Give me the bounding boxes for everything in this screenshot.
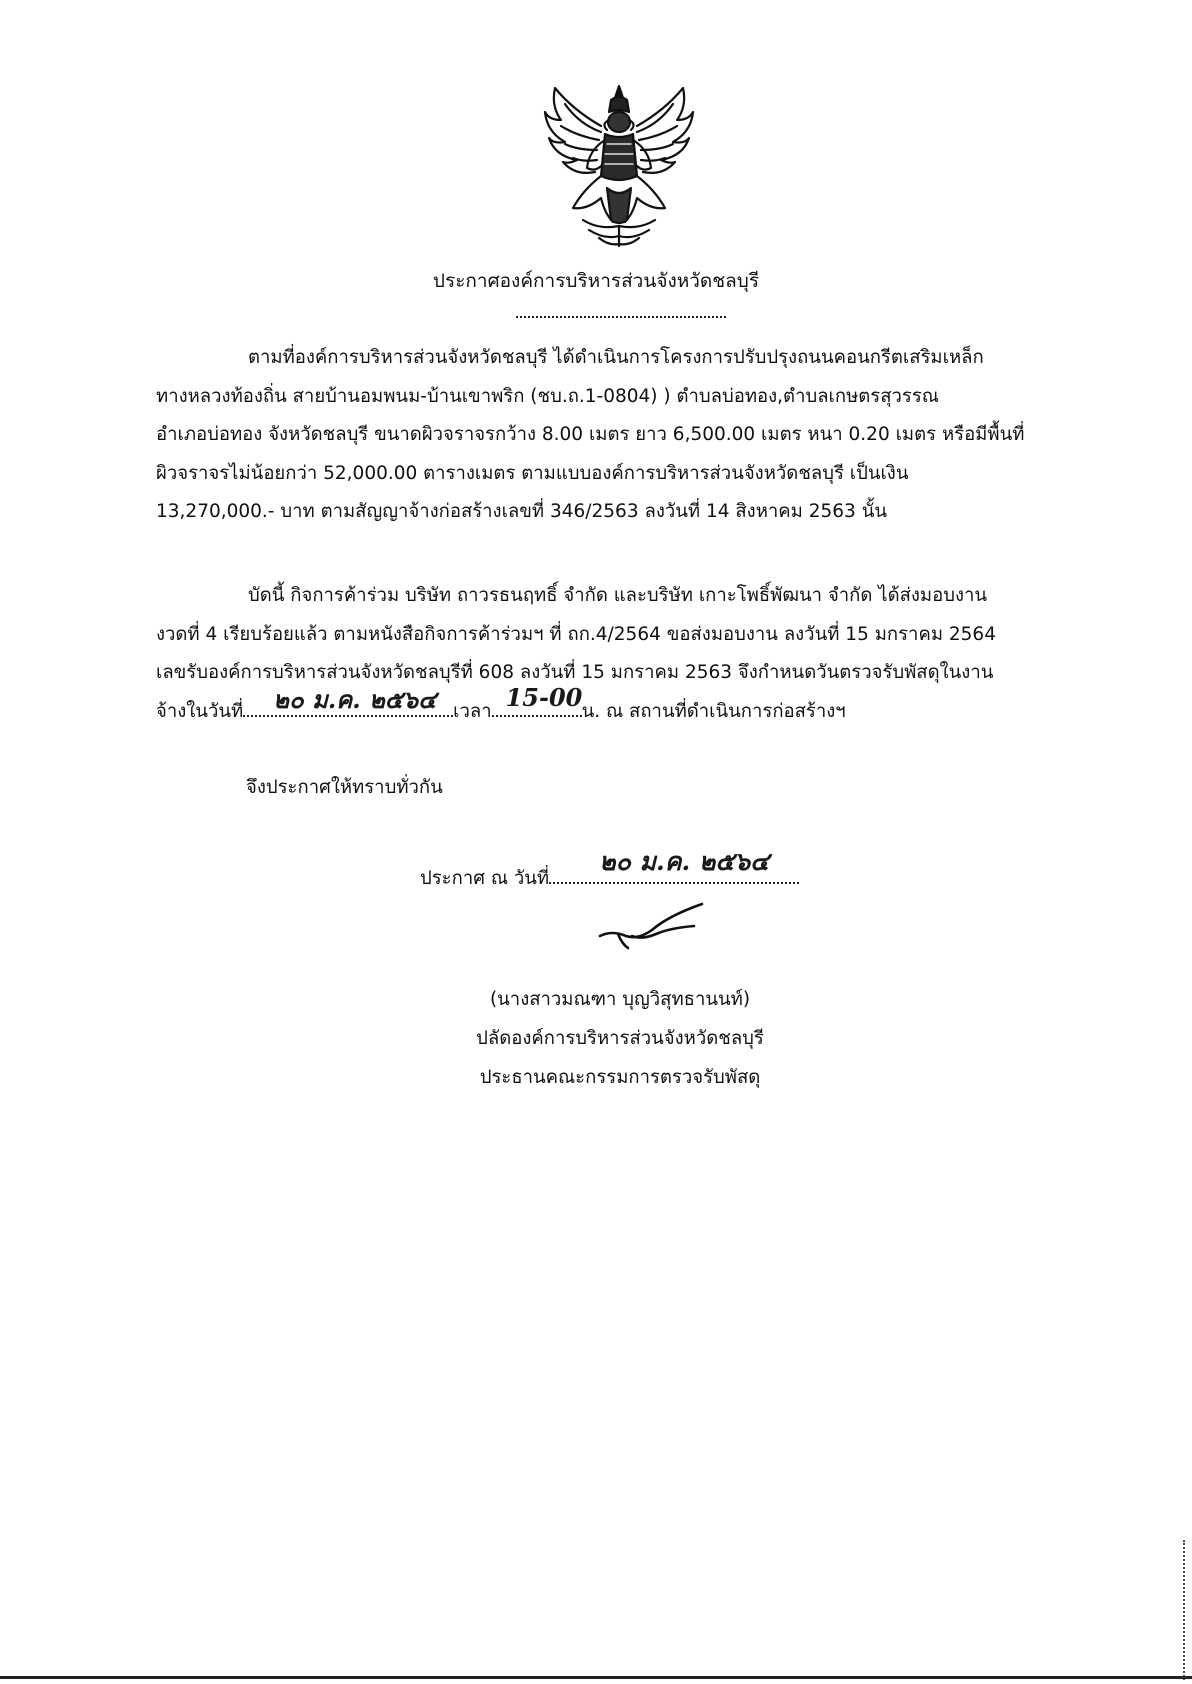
signatory-committee-role: ประธานคณะกรรมการตรวจรับพัสดุ [479,1067,761,1088]
announce-date-field [549,847,799,884]
announce-date-line [420,847,799,893]
inspection-line [156,682,1080,732]
signatory-position: ปลัดองค์การบริหารส่วนจังหวัดชลบุรี [476,1028,764,1049]
paragraph-line: งวดที่ 4 เรียบร้อยแล้ว ตามหนังสือกิจการค้าร่วมฯ ที่ ถก.4/2564 ขอส่งมอบงาน ลงวันที่ 15 มกราคม 2564 [156,623,996,645]
inspection-time-label: เวลา [453,700,492,722]
paragraph-line: เลขรับองค์การบริหารส่วนจังหวัดชลบุรีที่ 608 ลงวันที่ 15 มกราคม 2563 จึงกำหนดวันตรวจรับพัสดุในงาน [156,662,994,683]
paragraph-line: 13,270,000.- บาท ตามสัญญาจ้างก่อสร้างเลขที่ 346/2563 ลงวันที่ 14 สิงหาคม 2563 นั้น [156,501,887,522]
inspection-date-handwritten: ๒๐ ม.ค. ๒๕๖๔ [273,684,437,714]
paragraph-line: ตามที่องค์การบริหารส่วนจังหวัดชลบุรี ได้ดำเนินการโครงการปรับปรุงถนนคอนกรีตเสริมเหล็ก [248,347,984,368]
inspection-time-field [492,682,583,717]
scan-edge-mark [1183,1540,1185,1680]
inspection-time-handwritten: 15-00 [505,682,583,712]
garuda-emblem-icon [543,80,695,248]
scan-bottom-edge [0,1676,1192,1679]
inspection-prefix: จ้างในวันที่ [156,700,244,722]
title-divider [516,316,726,318]
paragraph-line: ผิวจราจรไม่น้อยกว่า 52,000.00 ตารางเมตร ตามแบบองค์การบริหารส่วนจังหวัดชลบุรี เป็นเงิน [156,462,909,484]
signature-icon [598,900,708,952]
paragraph-line: ทางหลวงท้องถิ่น สายบ้านอมพนม-บ้านเขาพริก (ชบ.ถ.1-0804) ) ตำบลบ่อทอง,ตำบลเกษตรสุวรรณ [156,385,939,407]
inspection-suffix: น. ณ สถานที่ดำเนินการก่อสร้างฯ [581,700,846,722]
document-title: ประกาศองค์การบริหารส่วนจังหวัดชลบุรี [432,270,760,292]
announce-date-handwritten: ๒๐ ม.ค. ๒๕๖๔ [599,847,770,876]
inspection-date-field [243,684,453,717]
paragraph-line: อำเภอบ่อทอง จังหวัดชลบุรี ขนาดผิวจราจรกว้าง 8.00 เมตร ยาว 6,500.00 เมตร หนา 0.20 เมตร หรือมีพื้นที่ [156,424,1025,445]
paragraph-project-details [156,339,1080,532]
paragraph-delivery-details [156,577,1080,731]
paragraph-line: บัดนี้ กิจการค้าร่วม บริษัท ถาวรธนฤทธิ์ จำกัด และบริษัท เกาะโพธิ์พัฒนา จำกัด ได้ส่งมอบงาน [248,585,988,606]
announce-date-label: ประกาศ ณ วันที่ [420,868,550,889]
signatory-name: (นางสาวมณฑา บุญวิสุทธานนท์) [489,989,751,1010]
closing-statement: จึงประกาศให้ทราบทั่วกัน [246,777,443,798]
